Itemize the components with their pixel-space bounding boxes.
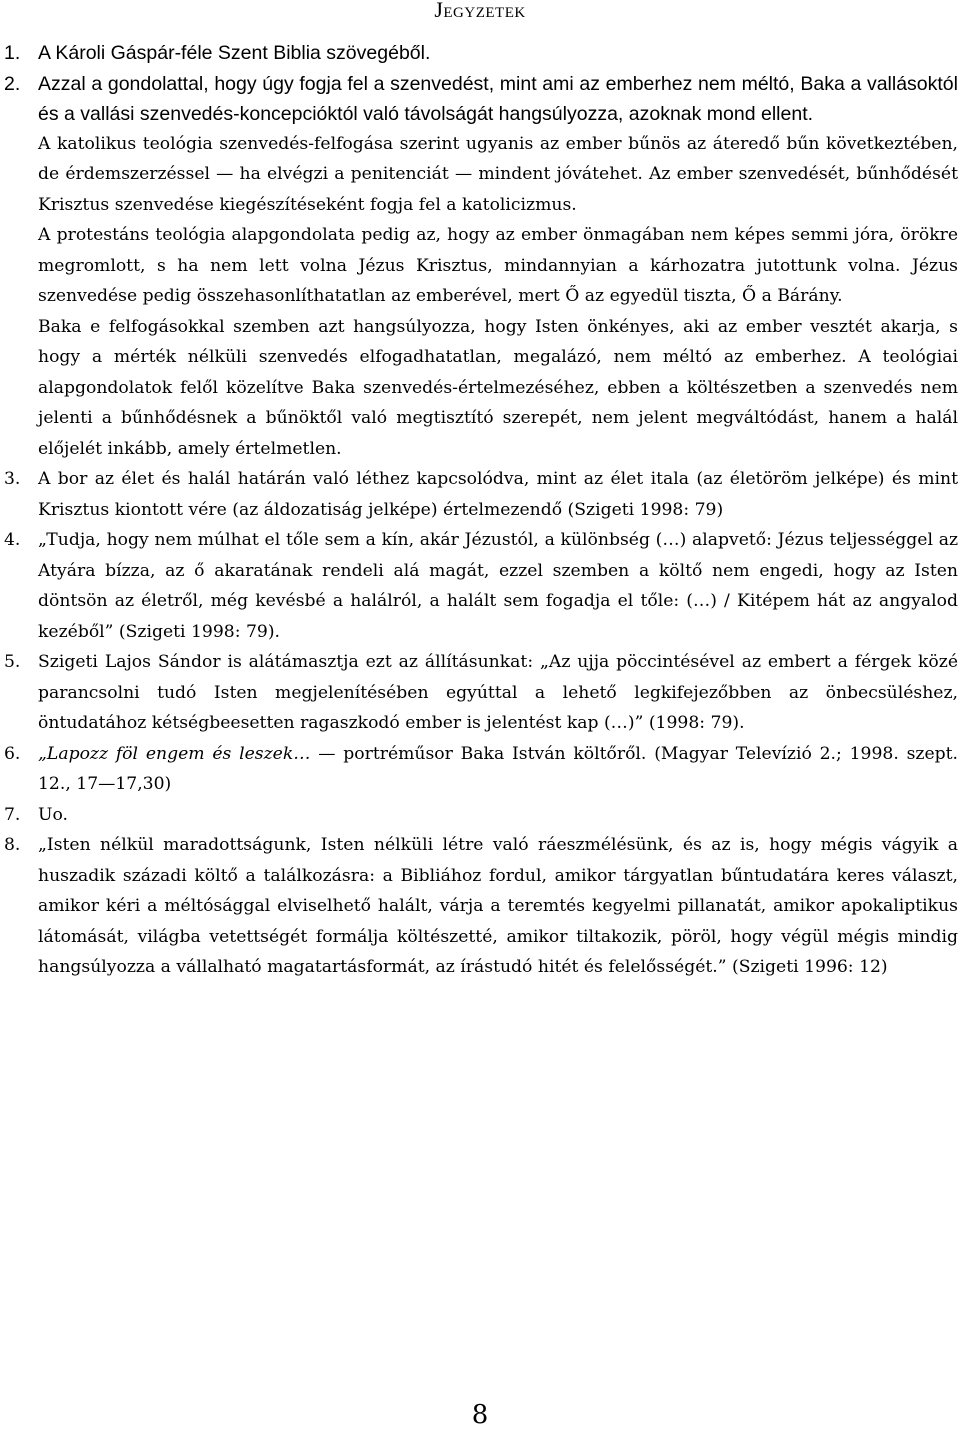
note-number: 5.	[4, 652, 21, 672]
note-item	[0, 800, 960, 831]
note-item	[0, 69, 960, 465]
note-text	[38, 647, 958, 739]
note-text	[38, 464, 958, 525]
note-text	[38, 525, 958, 647]
notes-list	[0, 38, 960, 983]
page-number: 8	[471, 1400, 489, 1430]
note-text	[38, 800, 958, 831]
note-item	[0, 38, 960, 69]
note-paragraph: A protestáns teológia alapgondolata pedig az, hogy az ember önmagában nem képes semmi jóra, örökre megromlott, s ha nem lett volna Jézus Krisztus, mindannyian a kárhozatra jutottunk volna. Jézus szenvedése pedig összehasonlíthatatlan az emberével, mert Ő az egyedül tiszta, Ő a Bárány.	[38, 225, 958, 306]
note-paragraph: Baka e felfogásokkal szemben azt hangsúlyozza, hogy Isten önkényes, aki az ember vesztét akarja, s hogy a mérték nélküli szenvedés elfogadhatatlan, megalázó, nem méltó az emberhez. A teológiai alapgondolatok felől közelítve Baka szenvedés-értelmezéséhez, ebben a költészetben a szenvedés nem jelenti a bűnhődésnek a bűnöktől való megtisztító szerepét, nem jelent megváltódást, hanem a halál előjelét inkább, amely értelmetlen.	[38, 316, 958, 459]
note-item	[0, 739, 960, 800]
note-number: 6.	[4, 743, 21, 764]
note-paragraph: Azzal a gondolattal, hogy úgy fogja fel a szenvedést, mint ami az emberhez nem méltó, Baka a vallásoktól és a vallási szenvedés-koncepcióktól való távolságát hangsúlyozza, azoknak mond ellent.	[38, 72, 958, 125]
note-number: 1.	[4, 42, 21, 64]
note-paragraph: Uo.	[38, 804, 68, 825]
note-paragraph: Szigeti Lajos Sándor is alátámasztja ezt az állításunkat: „Az ujja pöccintésével az embert a férgek közé parancsolni tudó Isten megjelenítésében egyúttal a lehető legkifejezőbben az önbecsüléshez, öntudatához kétségbeesetten ragaszkodó ember is jelentést kap (…)” (1998: 79).	[38, 652, 958, 733]
note-paragraph: „Tudja, hogy nem múlhat el tőle sem a kín, akár Jézustól, a különbség (…) alapvető: Jézus teljességgel az Atyára bízza, az ő akaratának rendeli alá magát, ezzel szemben a költő nem engedi, hogy az Isten döntsön az életről, még kevésbé a halálról, a halált sem fogadja el tőle: (…) / Kitépem hát az angyalod kezéből” (Szigeti 1998: 79).	[38, 530, 958, 642]
note-paragraph: A bor az élet és halál határán való léthez kapcsolódva, mint az élet itala (az életöröm jelképe) és mint Krisztus kiontott vére (az áldozatiság jelképe) értelmezendő (Szigeti 1998: 79)	[38, 469, 958, 520]
header-title: Jegyzetek	[434, 0, 526, 22]
note-text	[38, 830, 958, 983]
note-paragraph	[38, 739, 958, 800]
program-description: — portréműsor Baka István költőről. (Magyar Televízió 2.; 1998. szept. 12., 17—17,30)	[38, 743, 959, 794]
note-item	[0, 525, 960, 647]
note-text	[38, 69, 958, 465]
note-number: 7.	[4, 804, 21, 825]
note-item	[0, 830, 960, 983]
note-text	[38, 739, 958, 800]
note-item	[0, 464, 960, 525]
note-number: 8.	[4, 835, 21, 855]
note-paragraph: „Isten nélkül maradottságunk, Isten nélküli létre való ráeszmélésünk, és az is, hogy mégis vágyik a huszadik századi költő a találkozásra: a Bibliához fordul, amikor tárgyatlan bűntudatára keres választ, amikor kéri a méltósággal elviselhető halált, várja a teremtés kegyelmi pillanatát, amikor apokaliptikus látomását, világba vetettségét formálja költészetté, amikor tiltakozik, pöröl, hogy végül mégis mindig hangsúlyozza a vállalható magatartásformát, az írástudó hitét és felelősségét.” (Szigeti 1996: 12)	[38, 835, 958, 977]
note-item	[0, 647, 960, 739]
note-text	[38, 38, 958, 68]
note-paragraph: A Károli Gáspár-féle Szent Biblia szövegéből.	[38, 42, 431, 64]
page-header	[0, 0, 960, 23]
program-title: „Lapozz föl engem és leszek…	[38, 743, 311, 764]
note-number: 4.	[4, 530, 21, 550]
note-paragraph: A katolikus teológia szenvedés-felfogása szerint ugyanis az ember bűnös az áteredő bűn következtében, de érdemszerzéssel — ha elvégzi a penitenciát — mindent jóvátehet. Az ember szenvedését, bűnhődését Krisztus szenvedése kiegészítéseként fogja fel a katolicizmus.	[38, 133, 958, 215]
note-number: 2.	[4, 72, 21, 95]
note-number: 3.	[4, 469, 21, 489]
